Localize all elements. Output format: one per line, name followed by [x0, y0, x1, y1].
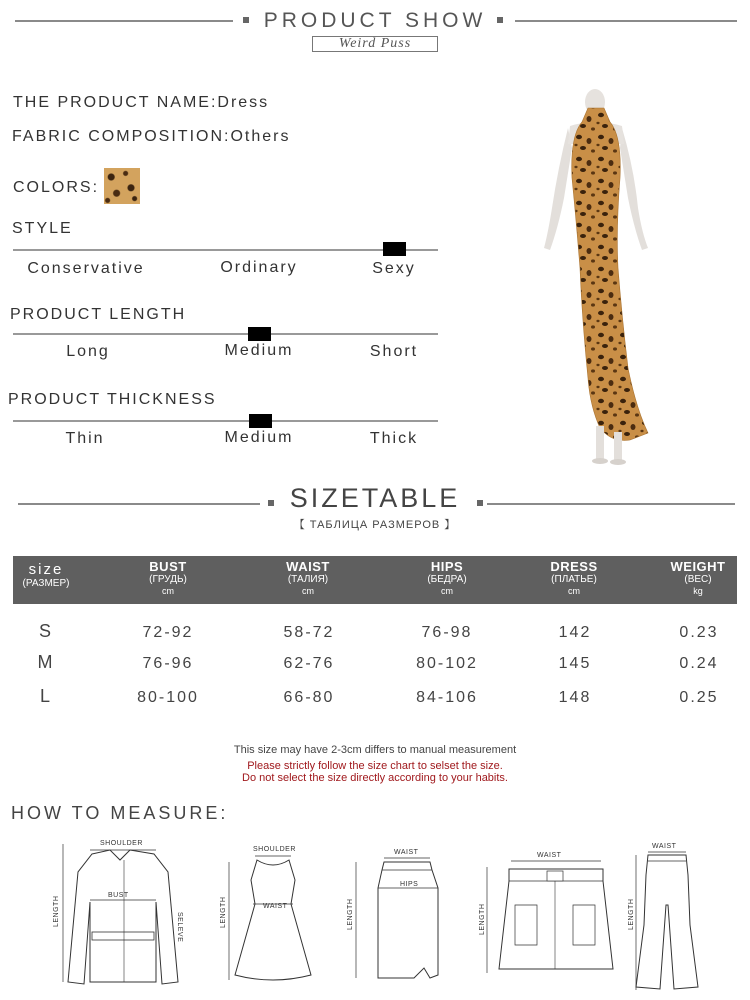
col-hips-main: HIPS: [430, 559, 464, 574]
waist-label: WAIST: [537, 852, 562, 859]
fabric-label: FABRIC COMPOSITION:: [12, 128, 231, 145]
shoulder-label: SHOULDER: [253, 846, 296, 853]
length-label: LENGTH: [220, 896, 227, 928]
col-weight-ru: (ВЕС): [684, 574, 712, 585]
length-title: PRODUCT LENGTH: [10, 306, 187, 323]
thickness-scale-line: [13, 420, 438, 422]
product-name-value: Dress: [217, 94, 270, 111]
col-weight-unit: kg: [693, 586, 703, 596]
style-option-sexy: Sexy: [372, 260, 416, 277]
style-option-conservative: Conservative: [27, 260, 145, 277]
thickness-selected-marker: [249, 414, 272, 428]
fabric-row: [12, 128, 290, 146]
warning-note-2: Do not select the size directly according to your habits.: [242, 772, 508, 784]
measurement-note: This size may have 2-3cm differs to manual measurement: [233, 744, 517, 756]
bust-label: BUST: [108, 892, 129, 899]
dress-diagram: [215, 840, 315, 985]
colors-row: [13, 179, 99, 197]
cell-dress: 148: [558, 689, 592, 706]
leopard-color-swatch[interactable]: [104, 168, 140, 204]
cell-hips: 84-106: [416, 689, 478, 706]
style-option-ordinary: Ordinary: [220, 259, 298, 276]
col-size-main: size: [28, 561, 64, 578]
cell-size: S: [38, 621, 51, 641]
pants-diagram: [622, 835, 702, 995]
cell-hips: 76-98: [421, 624, 473, 641]
length-label: LENGTH: [628, 898, 635, 930]
col-header-hips: [382, 556, 512, 604]
mannequin-right-arm: [620, 128, 648, 250]
page-title: PRODUCT SHOW: [263, 9, 487, 32]
leopard-dress: [572, 108, 648, 441]
length-scale-line: [13, 333, 438, 335]
col-header-bust: [103, 556, 233, 604]
thickness-title: PRODUCT THICKNESS: [8, 391, 217, 408]
product-name-row: [13, 94, 269, 112]
col-hips-ru: (БЕДРА): [427, 574, 467, 585]
cell-weight: 0.25: [679, 689, 719, 706]
col-header-waist: [243, 556, 373, 604]
model-photo: [530, 88, 680, 466]
header-dot-right: [497, 17, 503, 23]
thickness-option-thick: Thick: [369, 430, 419, 447]
cell-weight: 0.24: [679, 655, 719, 672]
cell-waist: 66-80: [283, 689, 335, 706]
col-header-size: [13, 556, 79, 604]
hips-label: HIPS: [400, 881, 419, 888]
length-label: LENGTH: [479, 903, 486, 935]
col-header-dress: [509, 556, 639, 604]
product-name-label: THE PRODUCT NAME:: [13, 94, 218, 111]
col-waist-ru: (ТАЛИЯ): [287, 574, 329, 585]
cell-bust: 76-96: [142, 655, 194, 672]
length-label: LENGTH: [347, 898, 354, 930]
cell-dress: 145: [558, 655, 592, 672]
cell-bust: 72-92: [142, 624, 194, 641]
col-dress-unit: cm: [568, 586, 580, 596]
sizetable-line-right: [487, 503, 735, 505]
length-selected-marker: [248, 327, 271, 341]
header-line-right: [515, 20, 737, 22]
colors-label: COLORS:: [13, 179, 100, 196]
cell-waist: 62-76: [283, 655, 335, 672]
cell-bust: 80-100: [137, 689, 199, 706]
col-weight-main: WEIGHT: [670, 559, 726, 574]
sleeve-label: SELEVE: [176, 912, 183, 943]
cell-size: L: [39, 686, 50, 706]
col-waist-unit: cm: [302, 586, 314, 596]
col-dress-main: DRESS: [550, 559, 598, 574]
col-waist-main: WAIST: [286, 559, 330, 574]
sizetable-title: SIZETABLE: [289, 483, 461, 513]
col-bust-unit: cm: [162, 586, 174, 596]
col-dress-ru: (ПЛАТЬЕ): [551, 574, 597, 585]
cell-size: M: [37, 652, 53, 672]
brand-label: Weird Puss: [312, 36, 438, 52]
waist-label: WAIST: [394, 849, 419, 856]
col-header-weight: [641, 556, 750, 604]
waist-label: WAIST: [652, 843, 677, 850]
length-option-long: Long: [66, 343, 110, 360]
thickness-option-medium: Medium: [224, 429, 294, 446]
style-selected-marker: [383, 242, 406, 256]
cell-hips: 80-102: [416, 655, 478, 672]
sizetable-subtitle: 【 ТАБЛИЦА РАЗМЕРОВ 】: [293, 519, 457, 531]
mini-skirt-diagram: [475, 845, 625, 980]
col-bust-ru: (ГРУДЬ): [149, 574, 187, 585]
waist-label: WAIST: [263, 903, 288, 910]
length-option-medium: Medium: [224, 342, 294, 359]
col-hips-unit: cm: [441, 586, 453, 596]
length-label: LENGTH: [53, 895, 60, 927]
fabric-value: Others: [230, 128, 291, 145]
skirt-diagram: [342, 840, 452, 985]
cell-waist: 58-72: [283, 624, 335, 641]
style-scale-line: [13, 249, 438, 251]
length-option-short: Short: [369, 343, 419, 360]
jacket-diagram: [48, 832, 198, 992]
cell-dress: 142: [558, 624, 592, 641]
thickness-option-thin: Thin: [65, 430, 105, 447]
style-title: STYLE: [12, 220, 73, 237]
how-to-measure-title: HOW TO MEASURE:: [11, 803, 229, 823]
sizetable-dot-right: [477, 500, 483, 506]
warning-note-1: Please strictly follow the size chart to selset the size.: [247, 760, 503, 772]
size-table-header: [13, 556, 737, 604]
mannequin-left-arm: [544, 128, 572, 250]
col-size-ru: (РАЗМЕР): [22, 578, 70, 589]
shoulder-label: SHOULDER: [100, 840, 143, 847]
col-bust-main: BUST: [149, 559, 187, 574]
cell-weight: 0.23: [679, 624, 719, 641]
